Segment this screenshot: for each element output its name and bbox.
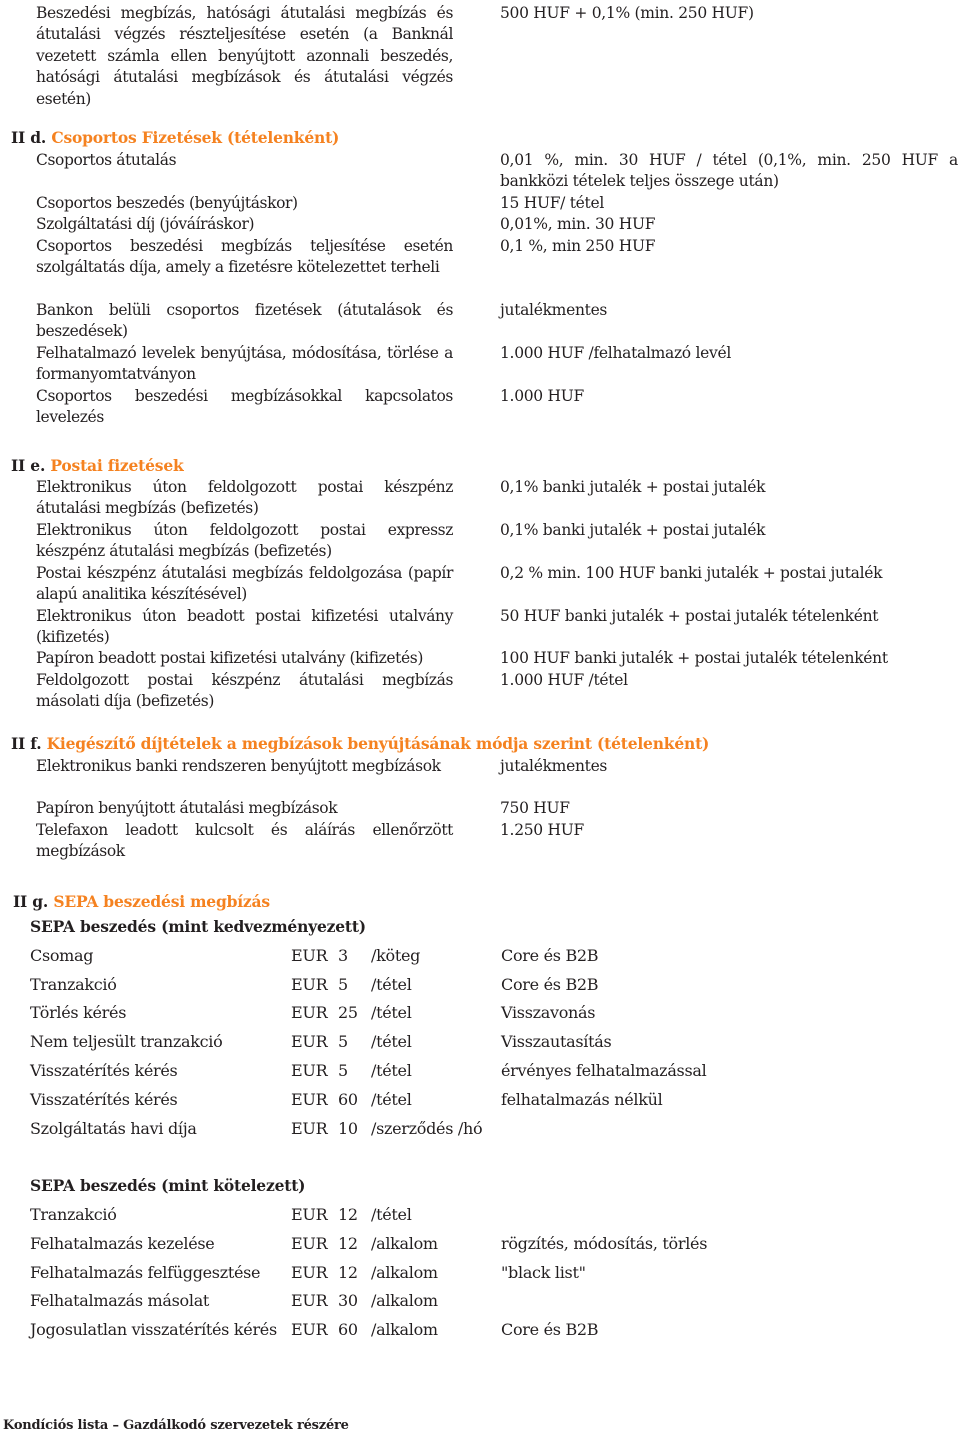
sepa-fee-amount: 60 [338,1320,358,1339]
fee-value: 0,1% banki jutalék + postai jutalék [500,478,766,496]
sepa-fee-amount: 60 [338,1090,358,1109]
fee-value: 750 HUF [500,799,570,817]
page-footer: Kondíciós lista – Gazdálkodó szervezetek részére [3,1418,349,1433]
sepa-fee-note: Core és B2B [501,946,599,965]
fee-value: jutalékmentes [500,757,608,775]
sepa-fee-unit: /szerződés /hó [371,1119,483,1138]
fee-label: Bankon belüli csoportos fizetések (átutalások és beszedések) [36,301,453,341]
section-title [11,734,709,754]
sepa-fee-currency: EUR [291,1119,328,1138]
section-number: II d. [11,128,47,147]
sepa-fee-name: Nem teljesült tranzakció [30,1032,223,1051]
fee-value: 100 HUF banki jutalék + postai jutalék tételenként [500,649,888,667]
subsection-title: SEPA beszedés (mint kötelezett) [30,1176,306,1195]
fee-value: 500 HUF + 0,1% (min. 250 HUF) [500,4,754,22]
sepa-fee-name: Tranzakció [30,975,117,994]
sepa-fee-currency: EUR [291,1205,328,1224]
fee-value: jutalékmentes [500,301,608,319]
section-title [11,128,339,148]
section-number: II f. [11,734,42,753]
fee-value: 1.000 HUF /felhatalmazó levél [500,344,731,362]
sepa-fee-amount: 5 [338,1061,348,1080]
sepa-fee-name: Felhatalmazás felfüggesztése [30,1263,261,1282]
sepa-fee-note: Visszavonás [501,1003,596,1022]
sepa-fee-name: Törlés kérés [30,1003,127,1022]
sepa-fee-amount: 10 [338,1119,358,1138]
subsection-title: SEPA beszedés (mint kedvezményezett) [30,917,366,936]
fee-value: 0,01 %, min. 30 HUF / tétel (0,1%, min. 250 HUF a bankközi tételek teljes összege után) [500,151,958,191]
sepa-fee-unit: /alkalom [371,1263,438,1282]
fee-value: 1.250 HUF [500,821,584,839]
section-title [13,892,270,912]
section-number: II g. [13,892,49,911]
fee-value: 0,1 %, min 250 HUF [500,237,656,255]
sepa-fee-note: érvényes felhatalmazással [501,1061,707,1080]
sepa-fee-unit: /tétel [371,1090,412,1109]
sepa-fee-amount: 30 [338,1291,358,1310]
fee-label: Papíron beadott postai kifizetési utalvány (kifizetés) [36,649,423,667]
fee-label: Csoportos átutalás [36,151,177,169]
fee-label: Elektronikus úton beadott postai kifizetési utalvány (kifizetés) [36,607,453,647]
sepa-fee-amount: 5 [338,975,348,994]
sepa-fee-currency: EUR [291,1061,328,1080]
fee-label: Elektronikus úton feldolgozott postai készpénz átutalási megbízás (befizetés) [36,478,453,518]
fee-value: 50 HUF banki jutalék + postai jutalék tételenként [500,607,879,625]
sepa-fee-note: Core és B2B [501,975,599,994]
sepa-fee-name: Szolgáltatás havi díja [30,1119,197,1138]
sepa-fee-name: Tranzakció [30,1205,117,1224]
sepa-fee-currency: EUR [291,1003,328,1022]
fee-label: Postai készpénz átutalási megbízás feldolgozása (papír alapú analitika készítésével) [36,564,453,604]
fee-value: 15 HUF/ tétel [500,194,604,212]
sepa-fee-name: Jogosulatlan visszatérítés kérés [30,1320,277,1339]
sepa-fee-unit: /köteg [371,946,421,965]
fee-label: Csoportos beszedési megbízás teljesítése esetén szolgáltatás díja, amely a fizetésre kötelezettet terheli [36,237,453,277]
fee-label: Szolgáltatási díj (jóváíráskor) [36,215,255,233]
sepa-fee-unit: /tétel [371,1061,412,1080]
section-heading: SEPA beszedési megbízás [53,892,270,911]
sepa-fee-note: Visszautasítás [501,1032,612,1051]
fee-value: 1.000 HUF [500,387,584,405]
sepa-fee-amount: 12 [338,1263,358,1282]
sepa-fee-unit: /tétel [371,975,412,994]
sepa-fee-amount: 3 [338,946,348,965]
section-title [11,456,184,476]
sepa-fee-note: Core és B2B [501,1320,599,1339]
fee-label: Beszedési megbízás, hatósági átutalási megbízás és átutalási végzés részteljesítése esetén (a Banknál vezetett számla ellen benyújtott azonnali beszedés, hatósági átutalási megbízások és átutalási végzés esetén) [36,4,453,108]
sepa-fee-currency: EUR [291,1032,328,1051]
fee-label: Telefaxon leadott kulcsolt és aláírás ellenőrzött megbízások [36,821,453,861]
sepa-fee-currency: EUR [291,975,328,994]
fee-label: Csoportos beszedés (benyújtáskor) [36,194,298,212]
sepa-fee-currency: EUR [291,946,328,965]
fee-value: 0,2 % min. 100 HUF banki jutalék + postai jutalék [500,564,883,582]
fee-label: Papíron benyújtott átutalási megbízások [36,799,338,817]
sepa-fee-unit: /tétel [371,1003,412,1022]
sepa-fee-unit: /tétel [371,1032,412,1051]
sepa-fee-currency: EUR [291,1090,328,1109]
sepa-fee-name: Felhatalmazás kezelése [30,1234,215,1253]
sepa-fee-note: "black list" [501,1263,586,1282]
sepa-fee-amount: 25 [338,1003,358,1022]
fee-value: 0,01%, min. 30 HUF [500,215,656,233]
sepa-fee-unit: /tétel [371,1205,412,1224]
sepa-fee-unit: /alkalom [371,1234,438,1253]
sepa-fee-name: Csomag [30,946,94,965]
sepa-fee-currency: EUR [291,1234,328,1253]
sepa-fee-amount: 12 [338,1234,358,1253]
fee-label: Feldolgozott postai készpénz átutalási megbízás másolati díja (befizetés) [36,671,453,711]
sepa-fee-name: Felhatalmazás másolat [30,1291,210,1310]
fee-value: 1.000 HUF /tétel [500,671,628,689]
fee-label: Felhatalmazó levelek benyújtása, módosítása, törlése a formanyomtatványon [36,344,453,384]
sepa-fee-note: rögzítés, módosítás, törlés [501,1234,708,1253]
section-heading: Kiegészítő díjtételek a megbízások benyújtásának módja szerint (tételenként) [46,734,710,753]
sepa-fee-name: Visszatérítés kérés [30,1090,178,1109]
section-number: II e. [11,456,46,475]
sepa-fee-currency: EUR [291,1291,328,1310]
sepa-fee-unit: /alkalom [371,1291,438,1310]
section-heading: Postai fizetések [50,456,184,475]
sepa-fee-amount: 12 [338,1205,358,1224]
sepa-fee-currency: EUR [291,1320,328,1339]
sepa-fee-amount: 5 [338,1032,348,1051]
sepa-fee-currency: EUR [291,1263,328,1282]
fee-value: 0,1% banki jutalék + postai jutalék [500,521,766,539]
section-heading: Csoportos Fizetések (tételenként) [51,128,340,147]
sepa-fee-unit: /alkalom [371,1320,438,1339]
fee-label: Elektronikus úton feldolgozott postai expressz készpénz átutalási megbízás (befizetés) [36,521,453,561]
sepa-fee-name: Visszatérítés kérés [30,1061,178,1080]
fee-label: Elektronikus banki rendszeren benyújtott megbízások [36,757,441,775]
fee-label: Csoportos beszedési megbízásokkal kapcsolatos levelezés [36,387,453,427]
sepa-fee-note: felhatalmazás nélkül [501,1090,663,1109]
